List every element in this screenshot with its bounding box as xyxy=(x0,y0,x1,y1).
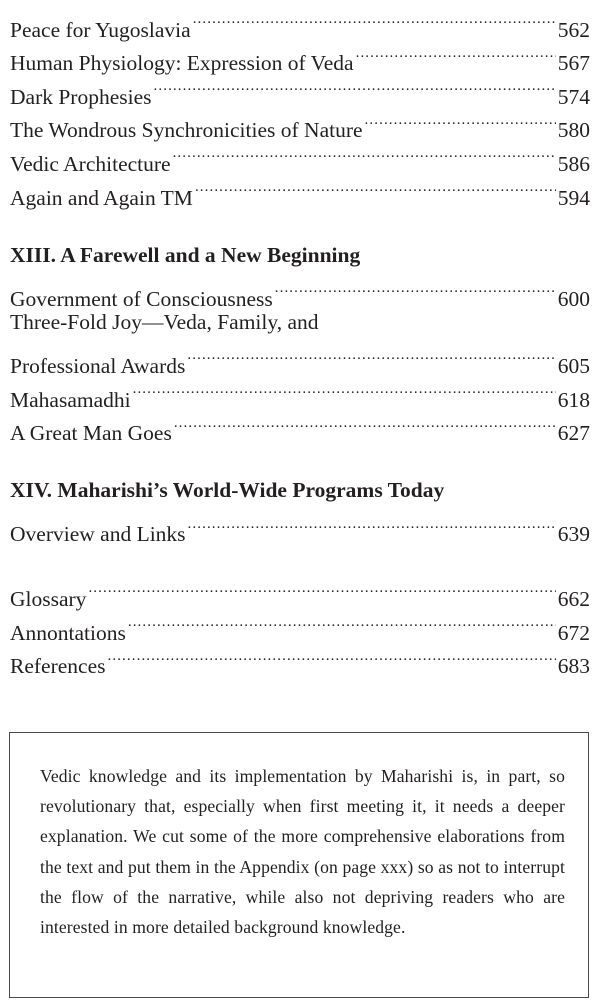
toc-entry[interactable] xyxy=(10,272,590,311)
toc-entry-title: A Great Man Goes xyxy=(10,421,172,446)
toc-entry-page: 618 xyxy=(557,387,590,412)
toc-entry-page: 627 xyxy=(557,421,590,446)
toc-entry-page: 574 xyxy=(557,84,590,109)
toc-entry-page: 562 xyxy=(557,17,590,42)
toc-entry-title-line[interactable] xyxy=(10,306,590,340)
toc-entry-title: Glossary xyxy=(10,586,87,611)
dot-leader xyxy=(154,70,556,104)
dot-leader xyxy=(365,104,556,138)
toc-entry-page: 580 xyxy=(557,118,590,143)
dot-leader xyxy=(128,606,556,640)
toc-entry-title: Overview and Links xyxy=(10,522,186,547)
section-heading: XIII. A Farewell and a New Beginning xyxy=(10,242,361,267)
dot-leader xyxy=(188,508,556,542)
toc-entry-title: The Wondrous Synchronicities of Nature xyxy=(10,118,363,143)
toc-entry[interactable] xyxy=(10,3,590,42)
toc-entry[interactable] xyxy=(10,572,590,611)
dot-leader xyxy=(174,407,556,441)
dot-leader xyxy=(356,37,556,71)
toc-entry-page: 567 xyxy=(557,51,590,76)
toc-entry-page: 586 xyxy=(557,151,590,176)
note-text: Vedic knowledge and its implementation by Maharishi is, in part, so revolutionary that, especially when first meeting it, it needs a deeper explanation. We cut some of the more comprehensive elaborations from the text and put them in the Appendix (on page xxx) so as not to interrupt the flow of the narrative, while also not depriving readers who are interested in more detailed background knowledge. xyxy=(40,766,565,938)
toc-entry-title: Human Physiology: Expression of Veda xyxy=(10,51,354,76)
toc-entry-title: Vedic Architecture xyxy=(10,151,171,176)
toc-entry[interactable] xyxy=(10,508,590,547)
toc-entry-page: 605 xyxy=(557,353,590,378)
toc-entry-page: 662 xyxy=(557,586,590,611)
toc-entry-title: Mahasamadhi xyxy=(10,387,131,412)
section-heading: XIV. Maharishi’s World-Wide Programs Today xyxy=(10,478,445,503)
toc-entry-title: Professional Awards xyxy=(10,353,186,378)
dot-leader xyxy=(133,373,556,407)
dot-leader xyxy=(108,640,556,674)
toc-entry-title: Government of Consciousness xyxy=(10,286,273,311)
dot-leader xyxy=(195,171,556,205)
dot-leader xyxy=(193,3,556,37)
toc-entry-title: Three-Fold Joy—Veda, Family, and xyxy=(10,309,319,334)
dot-leader xyxy=(173,137,556,171)
note-box xyxy=(9,732,589,998)
toc-entry-title: References xyxy=(10,654,106,679)
dot-leader xyxy=(88,572,555,606)
toc-entry-page: 594 xyxy=(557,185,590,210)
toc-entry-page: 683 xyxy=(557,654,590,679)
toc-entry-page: 672 xyxy=(557,620,590,645)
toc-entry[interactable] xyxy=(10,606,590,645)
toc-entry-title: Dark Prophesies xyxy=(10,84,152,109)
table-of-contents xyxy=(10,3,590,679)
dot-leader xyxy=(275,272,556,306)
toc-entry-title: Peace for Yugoslavia xyxy=(10,17,191,42)
dot-leader xyxy=(187,339,555,373)
toc-entry-page: 639 xyxy=(557,522,590,547)
toc-entry-title: Again and Again TM xyxy=(10,185,193,210)
toc-entry[interactable] xyxy=(10,339,590,378)
toc-entry-page: 600 xyxy=(557,286,590,311)
toc-entry-title: Annontations xyxy=(10,620,126,645)
